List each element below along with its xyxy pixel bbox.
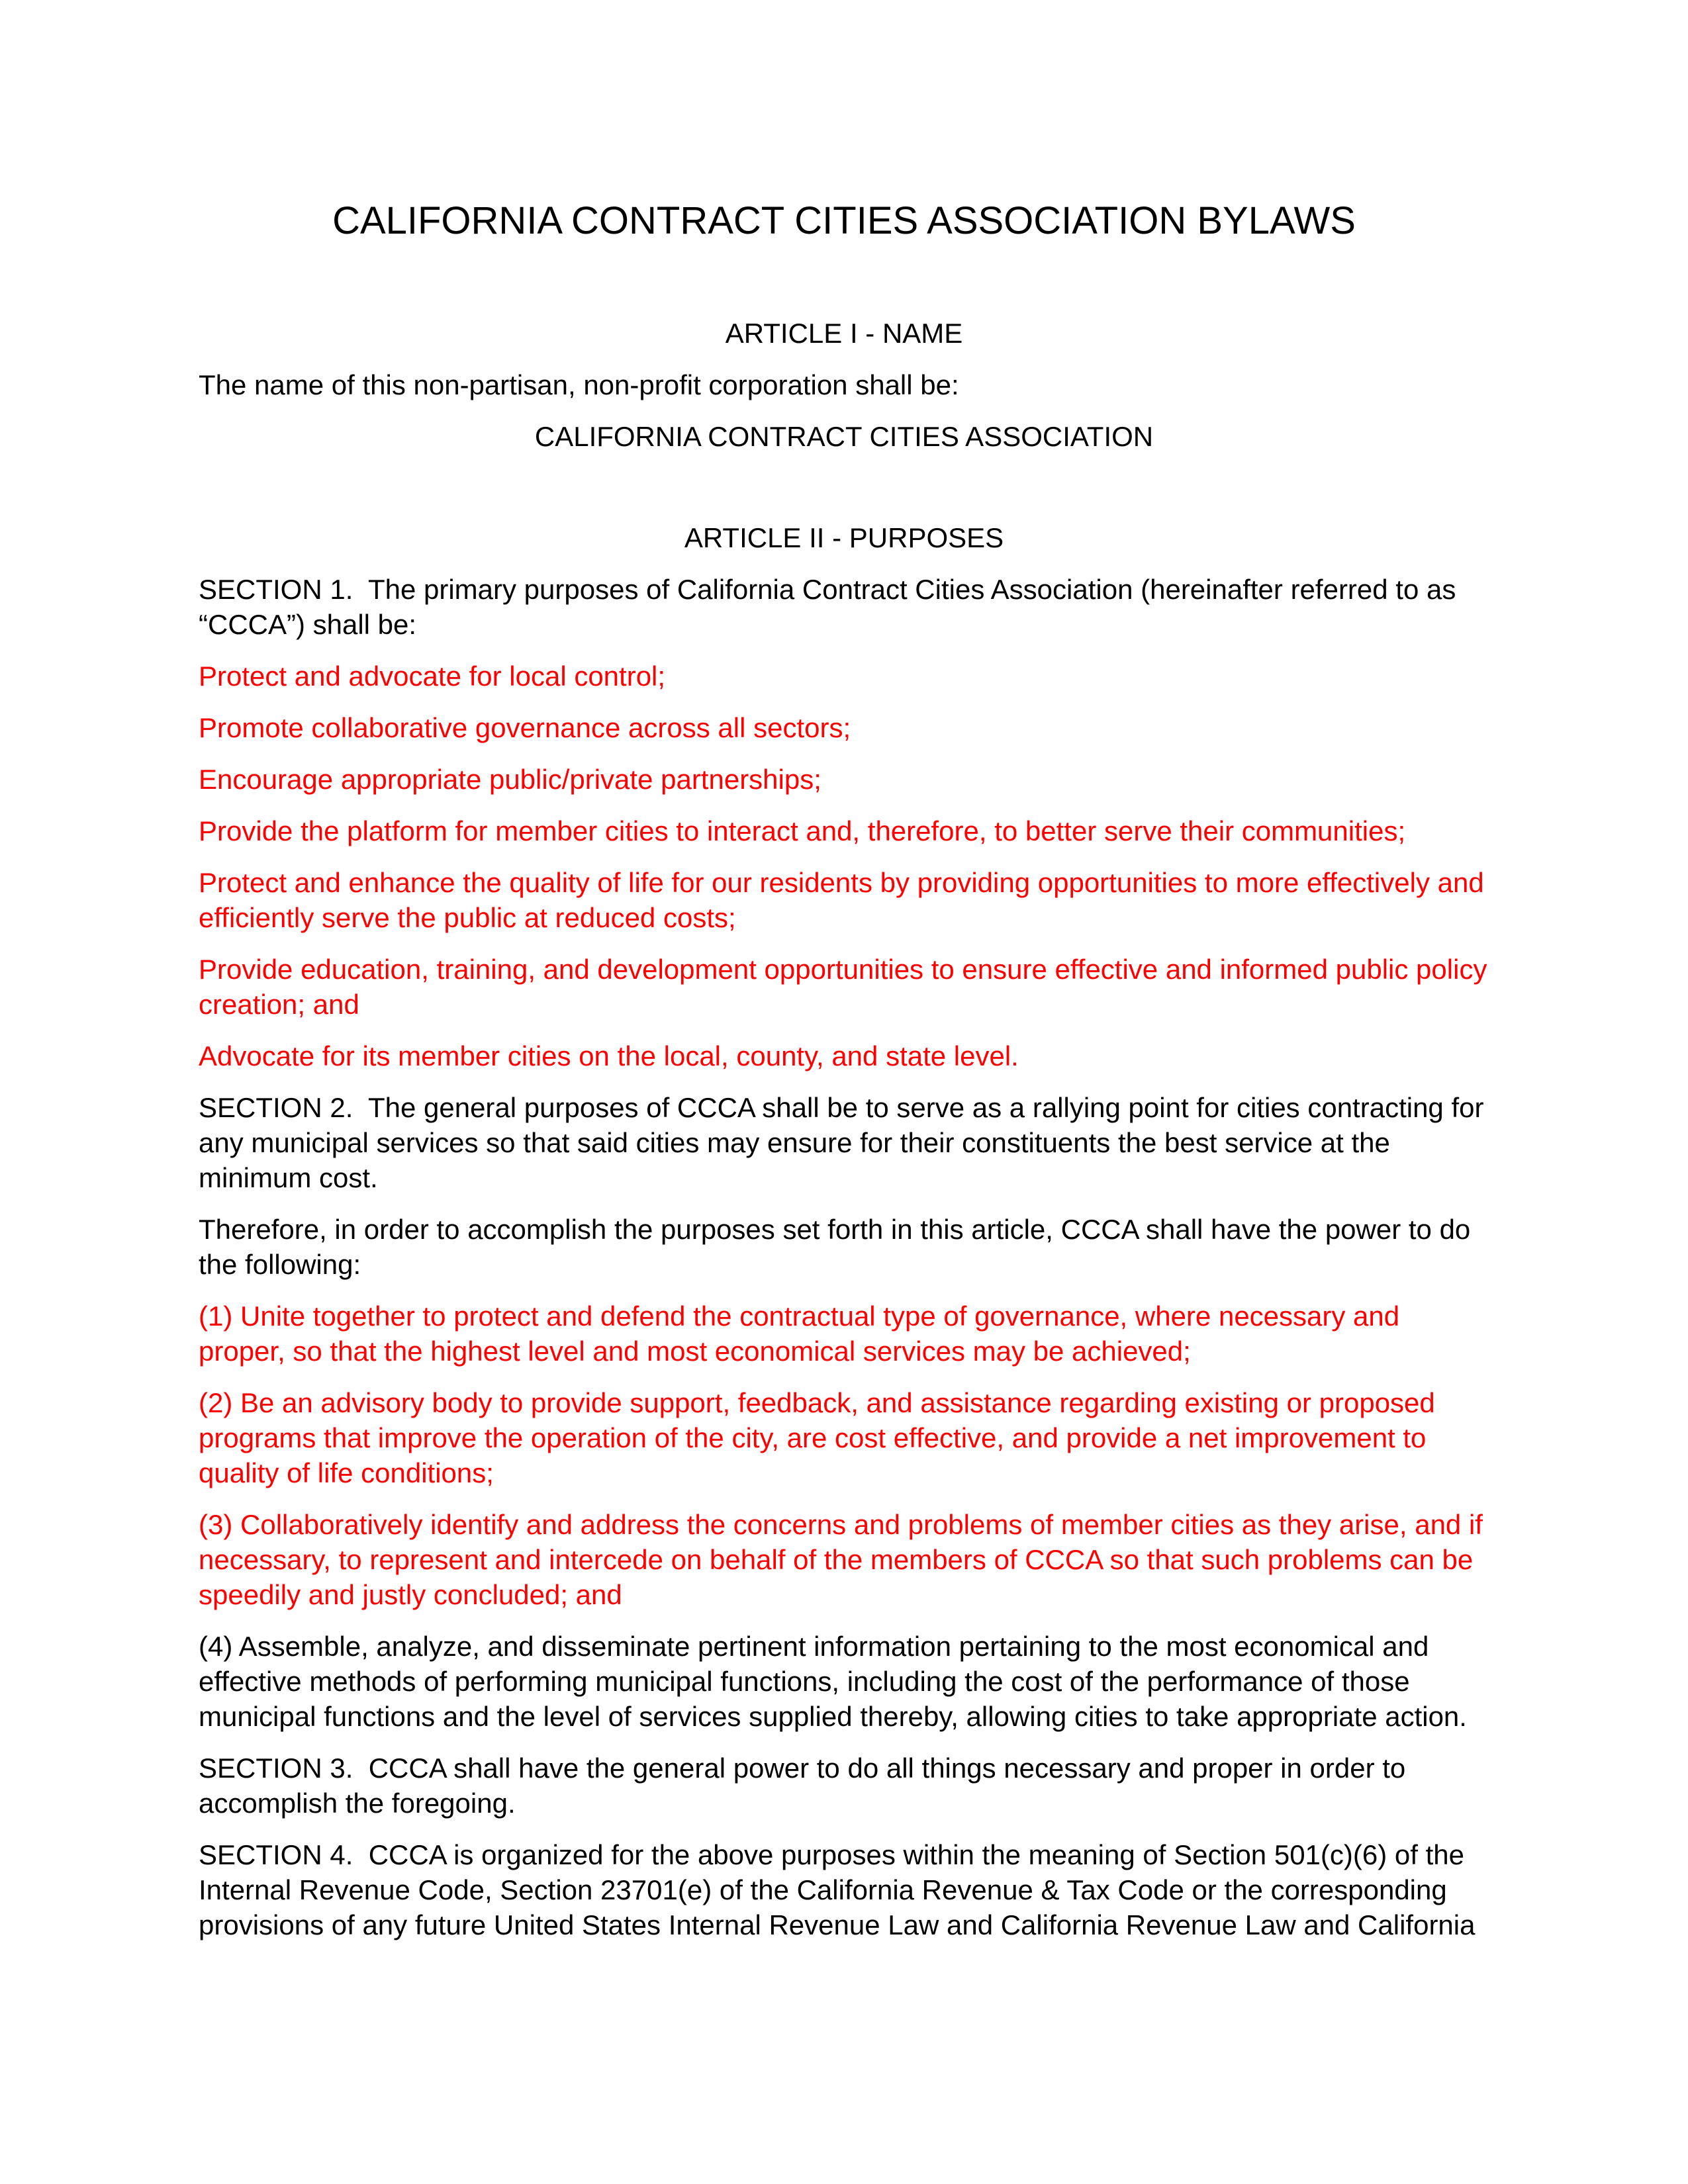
purpose-item-2: Promote collaborative governance across all sectors;: [199, 712, 851, 743]
purpose-item-7: Advocate for its member cities on the local, county, and state level.: [199, 1040, 1019, 1071]
purpose-item-6: Provide education, training, and development opportunities to ensure effective and informed public policy creation; and: [199, 954, 1495, 1020]
section-3-paragraph: SECTION 3. CCCA shall have the general power to do all things necessary and proper in order to accomplish the foregoing.: [199, 1752, 1413, 1819]
article-i-heading: ARTICLE I - NAME: [725, 318, 963, 349]
purpose-item-4: Provide the platform for member cities to interact and, therefore, to better serve their communities;: [199, 815, 1406, 846]
purpose-item-3: Encourage appropriate public/private partnerships;: [199, 764, 821, 795]
power-item-1: (1) Unite together to protect and defend the contractual type of governance, where necessary and proper, so that the highest level and most economical services may be achieved;: [199, 1300, 1407, 1367]
purpose-item-1: Protect and advocate for local control;: [199, 660, 666, 692]
name-intro-paragraph: The name of this non-partisan, non-profit corporation shall be:: [199, 369, 959, 400]
section-1-paragraph: SECTION 1. The primary purposes of California Contract Cities Association (hereinafter referred to as “CCCA”) shall be:: [199, 574, 1464, 640]
article-ii-heading: ARTICLE II - PURPOSES: [684, 522, 1004, 553]
section-2-paragraph: SECTION 2. The general purposes of CCCA shall be to serve as a rallying point for cities contracting for any municipal services so that said cities may ensure for their constituents the best service at the minimum cost.: [199, 1092, 1492, 1193]
power-item-2: (2) Be an advisory body to provide support, feedback, and assistance regarding existing or proposed programs that improve the operation of the city, are cost effective, and provide a net improvement to quality of life conditions;: [199, 1387, 1443, 1488]
power-item-3: (3) Collaboratively identify and address the concerns and problems of member cities as they arise, and if necessary, to represent and intercede on behalf of the members of CCCA so that such problems can be speedily and justly concluded; and: [199, 1509, 1491, 1610]
section-4-paragraph: SECTION 4. CCCA is organized for the above purposes within the meaning of Section 501(c)(6) of the Internal Revenue Code, Section 23701(e) of the California Revenue & Tax Code or the corresponding provisions of any future United States Internal Revenue Law and California Revenue Law and California: [199, 1839, 1476, 1940]
power-item-4: (4) Assemble, analyze, and disseminate pertinent information pertaining to the most economical and effective methods of performing municipal functions, including the cost of the performance of those municipal functions and the level of services supplied thereby, allowing cities to take appropriate action.: [199, 1631, 1467, 1732]
purpose-item-5: Protect and enhance the quality of life for our residents by providing opportunities to more effectively and efficiently serve the public at reduced costs;: [199, 867, 1492, 933]
therefore-paragraph: Therefore, in order to accomplish the purposes set forth in this article, CCCA shall have the power to do the following:: [199, 1214, 1478, 1280]
document-title: CALIFORNIA CONTRACT CITIES ASSOCIATION BYLAWS: [332, 199, 1356, 242]
corporation-name-line: CALIFORNIA CONTRACT CITIES ASSOCIATION: [534, 421, 1154, 452]
